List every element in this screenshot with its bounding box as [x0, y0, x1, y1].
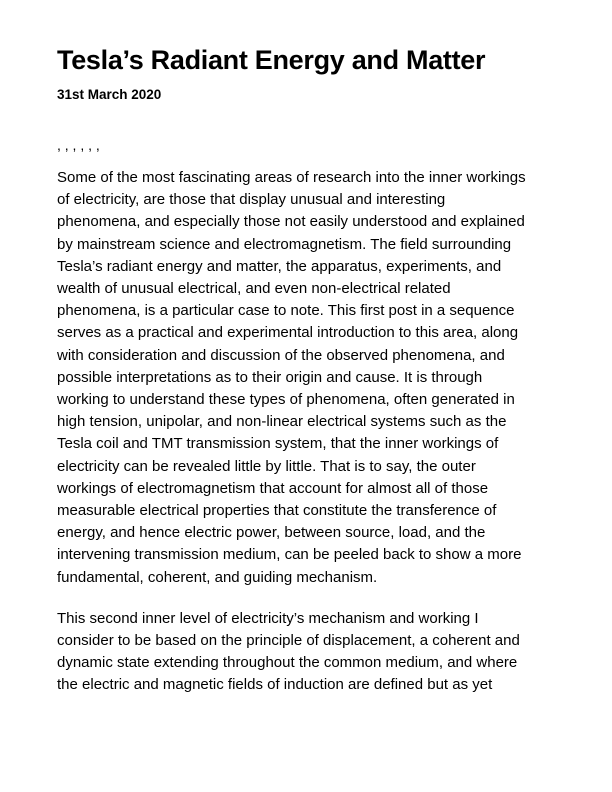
- text-line: Tesla’s radiant energy and matter, the apparatus, experiments, and: [57, 257, 502, 275]
- text-line: possible interpretations as to their origin and cause. It is through: [57, 368, 483, 386]
- text-line: the electric and magnetic fields of induction are defined but as yet: [57, 676, 493, 694]
- text-line: This second inner level of electricity’s mechanism and working I: [57, 609, 479, 627]
- paragraph: [57, 608, 557, 697]
- text-line: Some of the most fascinating areas of research into the inner workings: [57, 169, 526, 186]
- text-line: fundamental, coherent, and guiding mechanism.: [57, 568, 378, 586]
- text-line: dynamic state extending throughout the common medium, and where: [57, 654, 518, 672]
- text-line: intervening transmission medium, can be peeled back to show a more: [57, 546, 522, 564]
- text-line: wealth of unusual electrical, and even non-electrical related: [57, 280, 451, 298]
- text-line: high tension, unipolar, and non-linear electrical systems such as the: [57, 413, 507, 431]
- text-line: workings of electromagnetism that account for almost all of those: [57, 479, 489, 497]
- page-title: Tesla’s Radiant Energy and Matter: [57, 45, 486, 75]
- text-line: phenomena, and especially those not easily understood and explained: [57, 213, 525, 231]
- text-line: with consideration and discussion of the observed phenomena, and: [57, 346, 505, 364]
- text-line: measurable electrical properties that constitute the transference of: [57, 502, 497, 520]
- text-line: serves as a practical and experimental introduction to this area, along: [57, 324, 519, 342]
- paragraph: [57, 167, 557, 589]
- post-date: 31st March 2020: [57, 87, 162, 102]
- text-line: Tesla coil and TMT transmission system, that the inner workings of: [57, 435, 499, 453]
- text-line: energy, and hence electric power, between source, load, and the: [57, 524, 486, 542]
- tags-line: , , , , , ,: [57, 137, 100, 153]
- text-line: phenomena, is a particular case to note. This first post in a sequence: [57, 302, 515, 320]
- text-line: consider to be based on the principle of displacement, a coherent and: [57, 632, 520, 650]
- text-line: working to understand these types of phenomena, often generated in: [57, 391, 515, 409]
- text-line: by mainstream science and electromagnetism. The field surrounding: [57, 235, 512, 253]
- text-line: electricity can be revealed little by little. That is to say, the outer: [57, 457, 476, 475]
- text-line: of electricity, are those that display unusual and interesting: [57, 191, 446, 209]
